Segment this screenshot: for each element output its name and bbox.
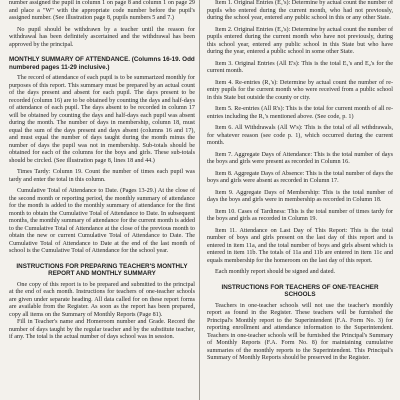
item-10-paragraph: Item 10. Cases of Tardiness: This is the total number of times tardy for the boys and girls as recorded in Column 19. bbox=[207, 208, 393, 222]
monthly-report-instructions-heading: INSTRUCTIONS FOR PREPARING TEACHER'S MONTHLY REPORT AND MONTHLY SUMMARY bbox=[16, 262, 188, 278]
item-9-paragraph: Item 9. Aggregate Days of Membership: This is the total number of days the boys and girls were in membership as recorded in Column 18. bbox=[207, 189, 393, 203]
signed-dated-note: Each monthly report should be signed and dated. bbox=[215, 269, 336, 275]
item-8-paragraph: Item 8. Aggregate Days of Absence: This is the total number of days the boys and girls were absent as recorded in Column 17. bbox=[207, 170, 393, 184]
times-tardy-paragraph: Times Tardy: Column 19. Count the number of times each pupil was tardy and enter the total in this column. bbox=[9, 169, 195, 183]
item-3-paragraph: Item 3. Original Entries (All E's): This is the total E₁'s and E₂'s for the current month. bbox=[207, 60, 393, 74]
monthly-summary-paragraph: The record of attendance of each pupil is to be summarized monthly for purposes of this report. This summary must be prepared by an actual count of the days present and absent for each pupil. The days present to be recorded (column 16) are to be obtained by counting the days and half-days of attendance of each pupil. The days absent to be recorded in column 17 will be obtained by counting the days and half-days each pupil was absent during the month. The number of days in membership, column 18, must equal the sum of the days present and days absent (columns 16 and 17), and must equal the number of days taught during the month minus the number of days the pupil was not in membership. Sub-totals should be obtained for each of the columns for the boys and girls. These sub-totals should be circled. (See illustration page 8, lines 18 and 44.) bbox=[9, 75, 195, 164]
item-11-paragraph: Item 11. Attendance on Last Day of This Report: This is the total number of boys and girls present on the last day of this report and is entered in item 11a, and the total number of boys and girls absent which is entered in item 11b. The totals of 11a and 11b are entered in item 11c and equals membership for the homeroom on the last day of this report. bbox=[207, 227, 393, 264]
one-teacher-instructions-heading: INSTRUCTIONS FOR TEACHERS OF ONE-TEACHER SCHOOLS bbox=[221, 283, 379, 299]
withdrawal-approval-paragraph: No pupil should be withdrawn by a teacher until the reason for withdrawal has been definitely ascertained and the withdrawal has been approved by the principal. bbox=[9, 26, 195, 48]
item-5-paragraph: Item 5. Re-entries (All R's): This is the total for current month of all re-entries including the R₁'s mentioned above. (See code, p. 1) bbox=[207, 106, 393, 120]
column-divider bbox=[199, 0, 200, 400]
item-1-paragraph: Item 1. Original Entries (E₁'s): Determine by actual count the number of pupils who entered during the current month, who had not previously, during the school year, entered any public school in this or any other State. bbox=[207, 0, 393, 21]
right-column bbox=[207, 0, 393, 400]
item-6-paragraph: Item 6. All Withdrawals (All W's): This is the total of all withdrawals, for whatever reason (see code p. 1), which occurred during the current month. bbox=[207, 125, 393, 146]
item-2-paragraph: Item 2. Original Entries (E₂'s): Determine by actual count the number of pupils entered during the current month who have not previously, during this school year, entered any public school in this State but who have during the year, entered a public school in some other State. bbox=[207, 26, 393, 55]
left-column bbox=[9, 0, 195, 400]
item-7-paragraph: Item 7. Aggregate Days of Attendance: This is the total number of days the boys and girls were present as recorded in Column 16. bbox=[207, 151, 393, 165]
cumulative-total-paragraph: Cumulative Total of Attendance to Date. (Pages 13-29.) At the close of the second month or reporting period, the monthly summary of attendance for the month is added to the monthly summary of attendance for the first month to obtain the Cumulative Total of Attendance to Date. In subsequent months, the monthly summary of attendance for the current month is added to the Cumulative Total of Attendance at the close of the previous month to obtain the new or current Cumulative Total of Attendance to Date. The Cumulative Total of Attendance to Date at the end of the last month of school is the Cumulative Total of Attendance for the school year. bbox=[9, 188, 195, 255]
one-teacher-instructions-paragraph: Teachers in one-teacher schools will not use the teacher's monthly report as found in the Register. These teachers will be furnished the Principal's Monthly report to the Superintendent (F.A. Form No. 3) for reporting enrollment and attendance information to the Superintendent. Teachers in one-teacher schools will be furnished the Principal's Summary of Monthly Reports (F.A. Form No. 8) for maintaining cumulative summaries of the monthly reports to the Superintendent. This Principal's Summary of Monthly Reports should be preserved in the Register. bbox=[207, 302, 393, 362]
item-4-paragraph: Item 4. Re-entries (R₁'s): Determine by actual count the number of re-entry pupils for the current month who were received from a public school in this State but outside the county or city. bbox=[207, 79, 393, 101]
monthly-report-instructions-paragraph: One copy of this report is to be prepared and submitted to the principal at the end of each month. Instructions for teachers of one-teacher schools are given under separate heading. All data called for on these report forms are available from the Register. As soon as the report has been prepared, copy all items on the Summary of Monthly Reports (Page 81). bbox=[9, 281, 195, 318]
monthly-summary-heading: MONTHLY SUMMARY OF ATTENDANCE. (Columns 16-19. Odd numbered pages 11-29 inclusive.) bbox=[9, 56, 195, 71]
teacher-name-instructions-paragraph: Fill in Teacher's name and Homeroom number and Grade. Record the number of days taught by the regular teacher and by the substitute teacher, if any. The total is the actual number of days school was in session. bbox=[9, 319, 195, 341]
withdrawal-continuation-paragraph: number assigned the pupil in column 1 on page 8 and column 1 on page 29 and place a "W" with the appropriate code number before the pupil's assigned number. (See illustration page 8, pupils numbers 5 and 7.) bbox=[9, 0, 195, 21]
